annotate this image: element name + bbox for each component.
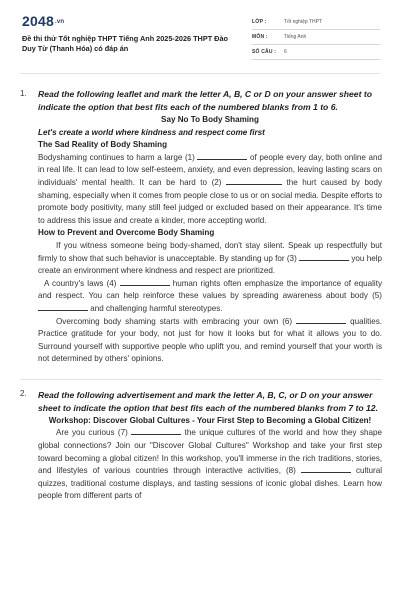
paragraph [38,152,382,228]
text-run: qualities. Practice gratitude for your body, not just for how it looks but for what it allows you to do. Surround yourself with supportive people who uplift you, and remind yourself that your worth is not determined by others' opinions. [38,316,383,364]
answer-blank-1 [197,152,247,160]
logo-text: 2048 [22,13,54,29]
answer-blank-7 [131,427,181,435]
text-run: you help create an environment where kindness and respect are prioritized. [38,253,383,276]
answer-blank-2 [226,177,282,185]
answer-blank-8 [301,465,351,473]
paragraph [38,316,382,366]
question-number: 1. [20,88,27,98]
text-run: cultural quizzes, traditional costume displays, and tasting sessions of iconic global dishes. Learn how people from different parts of [38,466,383,501]
meta-key: SỐ CÂU : [252,49,277,55]
leaflet-subtitle: Let's create a world where kindness and respect come first [38,127,265,137]
workshop-title: Workshop: Discover Global Cultures - Your First Step to Becoming a Global Citizen! [48,415,372,425]
text-run: Overcoming body shaming starts with embracing your own (6) [56,316,293,326]
question-instruction: Read the following advertisement and mark the letter A, B, C, or D on your answer sheet to indicate the option that best fits each of the numbered blanks from 7 to 12. [38,389,378,413]
text-run: the unique cultures of the world and how they shape global connections? Join our "Discover Global Cultures" Workshop and take your first step toward becoming a global citizen! In this workshop, you'll immerse in the rich traditions, stories, and lifestyles of various countries through interactive activities, (8) [38,428,383,476]
question-number: 2. [20,389,27,399]
question-divider [20,379,382,380]
logo-suffix: .vn [54,19,65,26]
text-run: Bodyshaming continues to harm a large (1) [38,152,195,162]
text-run: A country's laws (4) [44,278,117,288]
answer-blank-5 [38,303,88,311]
answer-blank-6 [296,316,346,324]
meta-value: Tiếng Anh [284,34,307,40]
meta-row-count [252,45,380,60]
answer-blank-4 [120,278,170,286]
answer-blank-3 [299,253,349,261]
text-run: of people every day, both online and in real life. It can lead to low self-esteem, anxiety, and even depression, leaving lasting scars on individuals' mental health. It can be hard to (2) [38,152,382,187]
question-instruction: Read the following leaflet and mark the letter A, B, C or D on your answer sheet to indicate the option that best fits each of the numbered blanks from 1 to 6. [38,89,372,112]
site-logo[interactable] [22,13,64,29]
paragraph [38,278,382,316]
meta-row-subject [252,30,380,45]
text-run: human rights often emphasize the importance of equality and respect. You can help reinforce these values by spreading awareness about body (5) [38,278,382,301]
text-run: and challenging harmful stereotypes. [90,303,223,313]
meta-row-class [252,15,380,30]
leaflet-title: Say No To Body Shaming [161,115,259,124]
exam-meta-table [252,15,380,60]
section-heading: The Sad Reality of Body Shaming [38,140,168,150]
paragraph [38,427,382,503]
meta-key: LỚP : [252,19,267,25]
text-run: Are you curious (7) [56,428,128,438]
paragraph [38,240,382,278]
page-header [0,0,400,68]
text-run: If you witness someone being body-shamed, don't stay silent. Speak up respectfully but firmly to show that such behavior is unacceptable. By standing up for (3) [38,240,382,263]
meta-value: 6 [284,49,287,55]
meta-key: MÔN : [252,34,268,40]
exam-content [20,88,382,503]
exam-title: Đề thi thử Tốt nghiệp THPT Tiếng Anh 2025-2026 THPT Đào Duy Từ (Thanh Hóa) có đáp án [22,34,228,53]
question-2 [20,389,382,503]
header-divider [20,73,380,74]
meta-value: Tốt nghiệp THPT [284,19,322,25]
text-run: the hurt caused by body shaming, especially when it comes from people close to us or on social media. Despite efforts to promote body positivity, many still feel judged or excluded based on their appearance. It's time to address this issue and create a kinder, more accepting world. [38,177,383,225]
question-1 [20,88,382,366]
section-heading: How to Prevent and Overcome Body Shaming [38,228,215,238]
